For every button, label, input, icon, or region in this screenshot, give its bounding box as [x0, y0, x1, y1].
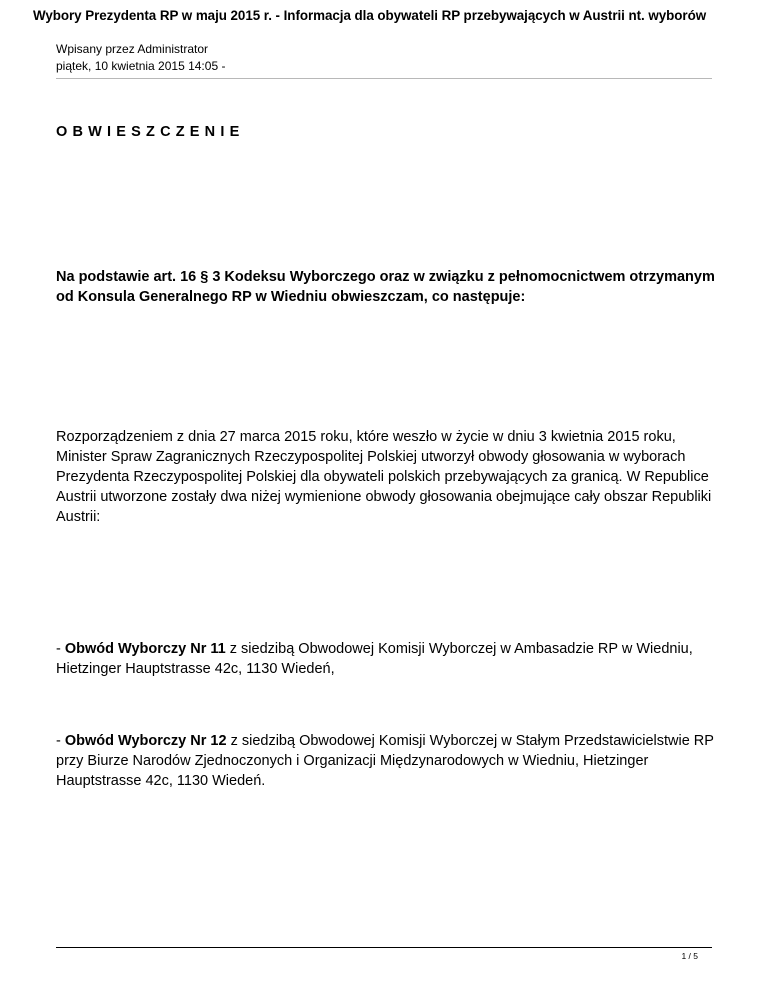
district-prefix: - [56, 641, 65, 657]
post-meta [56, 41, 225, 75]
district-name: Obwód Wyborczy Nr 11 [64, 641, 226, 657]
district-name: Obwód Wyborczy Nr 12 [64, 733, 227, 749]
header-divider [56, 78, 712, 79]
district-prefix: - [56, 733, 65, 749]
body-paragraph: Rozporządzeniem z dnia 27 marca 2015 roku, które weszło w życie w dniu 3 kwietnia 2015 roku, Minister Spraw Zagranicznych Rzeczypospolitej Polskiej utworzył obwody głosowania w wyborach Prezydenta Rzeczypospolitej Polskiej dla obywateli polskich przebywających za granicą. W Republice Austrii utworzone zostały dwa niżej wymienione obwody głosowania obejmujące cały obszar Republiki Austrii: [56, 429, 712, 525]
intro-paragraph: Na podstawie art. 16 § 3 Kodeksu Wyborczego oraz w związku z pełnomocnictwem otrzymanym od Konsula Generalnego RP w Wiedniu obwieszczam, co następuje: [56, 269, 715, 305]
district-item-12 [56, 731, 716, 791]
date-line: piątek, 10 kwietnia 2015 14:05 - [56, 59, 226, 73]
district-text: z siedzibą Obwodowej Komisji Wyborczej w Ambasadzie RP w Wiedniu, Hietzinger Hauptstrasse 42c, 1130 Wiedeń, [56, 641, 693, 677]
document-title: Wybory Prezydenta RP w maju 2015 r. - Informacja dla obywateli RP przebywających w Austrii nt. wyborów [33, 8, 707, 23]
district-text: z siedzibą Obwodowej Komisji Wyborczej w Stałym Przedstawicielstwie RP przy Biurze Narodów Zjednoczonych i Organizacji Międzynarodowych w Wiedniu, Hietzinger Hauptstrasse 42c, 1130 Wiedeń. [56, 733, 714, 789]
author-line: Wpisany przez Administrator [56, 42, 209, 56]
page-number: 1 / 5 [681, 951, 698, 961]
announcement-heading: OBWIESZCZENIE [56, 124, 245, 140]
district-item-11 [56, 639, 716, 679]
footer-divider [56, 947, 712, 948]
